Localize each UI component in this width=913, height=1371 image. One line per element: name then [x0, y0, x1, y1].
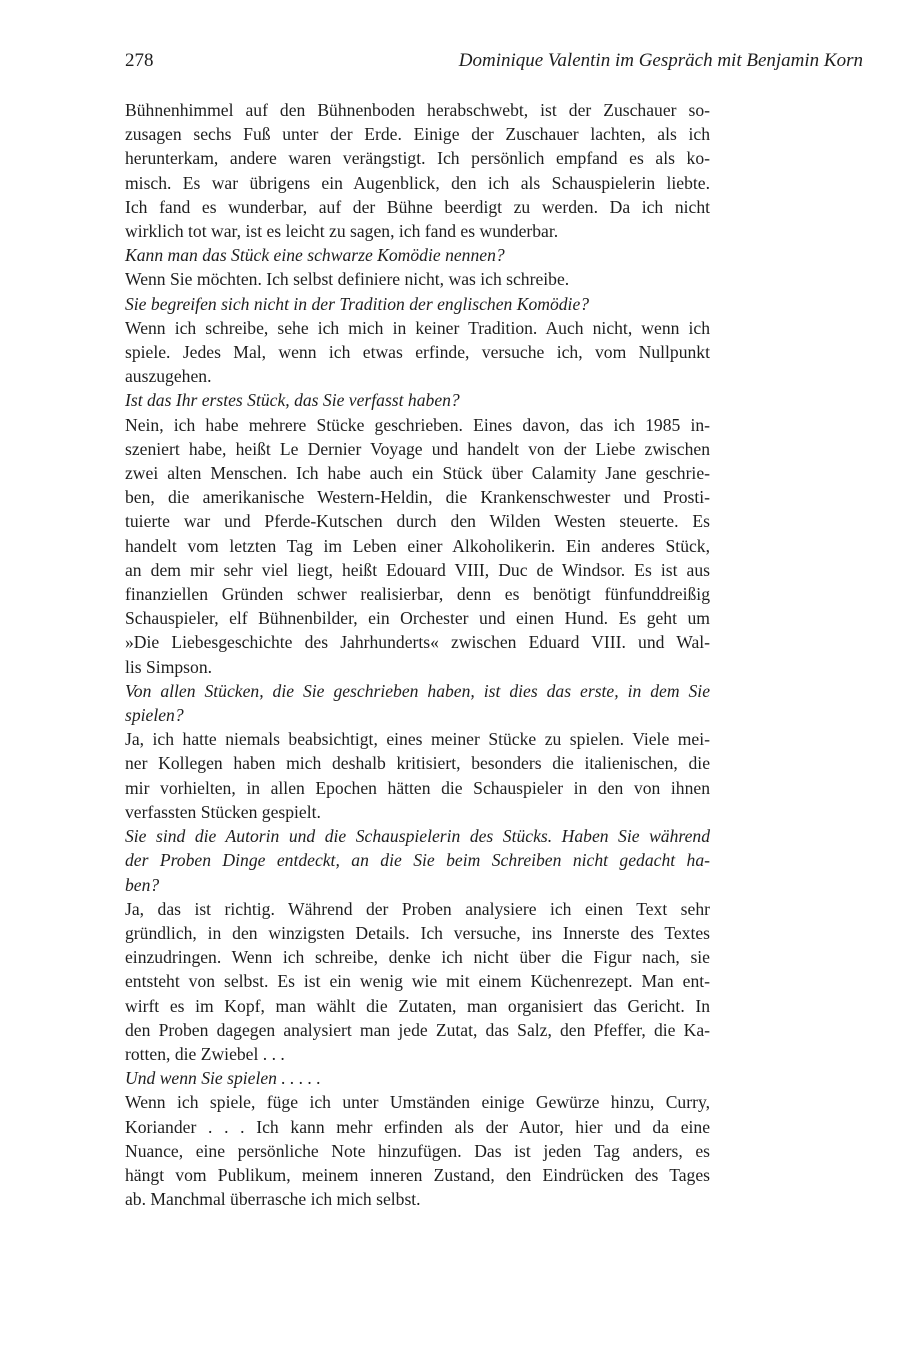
question-line: Von allen Stücken, die Sie geschrieben haben, ist dies das erste, in dem Sie	[125, 680, 710, 701]
question-line: spielen?	[125, 705, 184, 726]
answer-line: herunterkam, andere waren verängstigt. Ich persönlich empfand es als ko-	[125, 148, 710, 169]
question-line: Ist das Ihr erstes Stück, das Sie verfasst haben?	[125, 390, 460, 411]
answer-line: lis Simpson.	[125, 656, 213, 677]
answer-line: ab. Manchmal überrasche ich mich selbst.	[125, 1189, 421, 1210]
question-line: Und wenn Sie spielen . . . . .	[125, 1068, 321, 1089]
answer-line: »Die Liebesgeschichte des Jahrhunderts« zwischen Eduard VIII. und Wal-	[125, 632, 710, 653]
answer-line: tuierte war und Pferde-Kutschen durch den Wilden Westen steuerte. Es	[125, 511, 710, 532]
question-line: Kann man das Stück eine schwarze Komödie nennen?	[125, 245, 505, 266]
interview-text	[125, 98, 710, 1211]
answer-line: Bühnenhimmel auf den Bühnenboden herabschwebt, ist der Zuschauer so-	[125, 100, 710, 120]
answer-line: ben, die amerikanische Western-Heldin, die Krankenschwester und Prosti-	[125, 487, 710, 508]
answer-line: Wenn ich schreibe, sehe ich mich in keiner Tradition. Auch nicht, wenn ich	[125, 317, 710, 338]
answer-line: Schauspieler, elf Bühnenbilder, ein Orchester und einen Hund. Es geht um	[125, 608, 710, 629]
answer-line: mir vorhielten, in allen Epochen hätten die Schauspieler in den von ihnen	[125, 777, 710, 798]
answer-line: den Proben dagegen analysiert man jede Zutat, das Salz, den Pfeffer, die Ka-	[125, 1019, 710, 1040]
answer-line: verfassten Stücken gespielt.	[125, 801, 321, 822]
question-line: ben?	[125, 874, 160, 895]
answer-line: zwei alten Menschen. Ich habe auch ein Stück über Calamity Jane geschrie-	[125, 463, 710, 484]
answer-line: an dem mir sehr viel liegt, heißt Edouard VIII, Duc de Windsor. Es ist aus	[125, 559, 710, 580]
answer-line: Nuance, eine persönliche Note hinzufügen. Das ist jeden Tag anders, es	[125, 1140, 710, 1161]
answer-line: wirklich tot war, ist es leicht zu sagen, ich fand es wunderbar.	[125, 221, 559, 242]
answer-line: szeniert habe, heißt Le Dernier Voyage und handelt von der Liebe zwischen	[125, 438, 710, 459]
answer-line: Ja, ich hatte niemals beabsichtigt, eines meiner Stücke zu spielen. Viele mei-	[125, 729, 710, 750]
answer-line: Koriander . . . Ich kann mehr erfinden als der Autor, hier und da eine	[125, 1116, 710, 1137]
answer-line: gründlich, in den winzigsten Details. Ich versuche, ins Innerste des Textes	[125, 922, 710, 943]
answer-line: misch. Es war übrigens ein Augenblick, den ich als Schauspielerin liebte.	[125, 172, 710, 193]
answer-line: Nein, ich habe mehrere Stücke geschrieben. Eines davon, das ich 1985 in-	[125, 414, 710, 435]
question-line: der Proben Dinge entdeckt, an die Sie beim Schreiben nicht gedacht ha-	[125, 850, 710, 871]
answer-line: rotten, die Zwiebel . . .	[125, 1043, 285, 1064]
answer-line: Ja, das ist richtig. Während der Proben analysiere ich einen Text sehr	[125, 898, 710, 919]
answer-line: handelt vom letzten Tag im Leben einer Alkoholikerin. Ein anderes Stück,	[125, 535, 710, 556]
answer-line: wirft es im Kopf, man wählt die Zutaten, man organisiert das Gericht. In	[125, 995, 710, 1016]
answer-line: Wenn Sie möchten. Ich selbst definiere nicht, was ich schreibe.	[125, 269, 570, 290]
answer-line: spiele. Jedes Mal, wenn ich etwas erfinde, versuche ich, vom Nullpunkt	[125, 342, 710, 363]
answer-line: zusagen sechs Fuß unter der Erde. Einige der Zuschauer lachten, als ich	[125, 124, 710, 145]
question-line: Sie begreifen sich nicht in der Tradition der englischen Komödie?	[125, 293, 590, 314]
answer-line: entsteht von selbst. Es ist ein wenig wie mit einem Küchenrezept. Man ent-	[125, 971, 710, 992]
answer-line: ner Kollegen haben mich deshalb kritisiert, besonders die italienischen, die	[125, 753, 710, 774]
answer-line: finanziellen Gründen schwer realisierbar, denn es benötigt fünfunddreißig	[125, 584, 710, 605]
answer-line: Wenn ich spiele, füge ich unter Umständen einige Gewürze hinzu, Curry,	[125, 1092, 710, 1113]
answer-line: hängt vom Publikum, meinem inneren Zustand, den Eindrücken des Tages	[125, 1164, 710, 1185]
answer-line: auszugehen.	[125, 366, 212, 387]
running-title: Dominique Valentin im Gespräch mit Benjamin Korn	[458, 50, 863, 71]
page-number: 278	[125, 50, 154, 71]
answer-line: Ich fand es wunderbar, auf der Bühne beerdigt zu werden. Da ich nicht	[125, 196, 710, 217]
answer-line: einzudringen. Wenn ich schreibe, denke ich nicht über die Figur nach, sie	[125, 947, 710, 968]
question-line: Sie sind die Autorin und die Schauspielerin des Stücks. Haben Sie während	[125, 826, 710, 847]
page-header	[125, 50, 863, 76]
